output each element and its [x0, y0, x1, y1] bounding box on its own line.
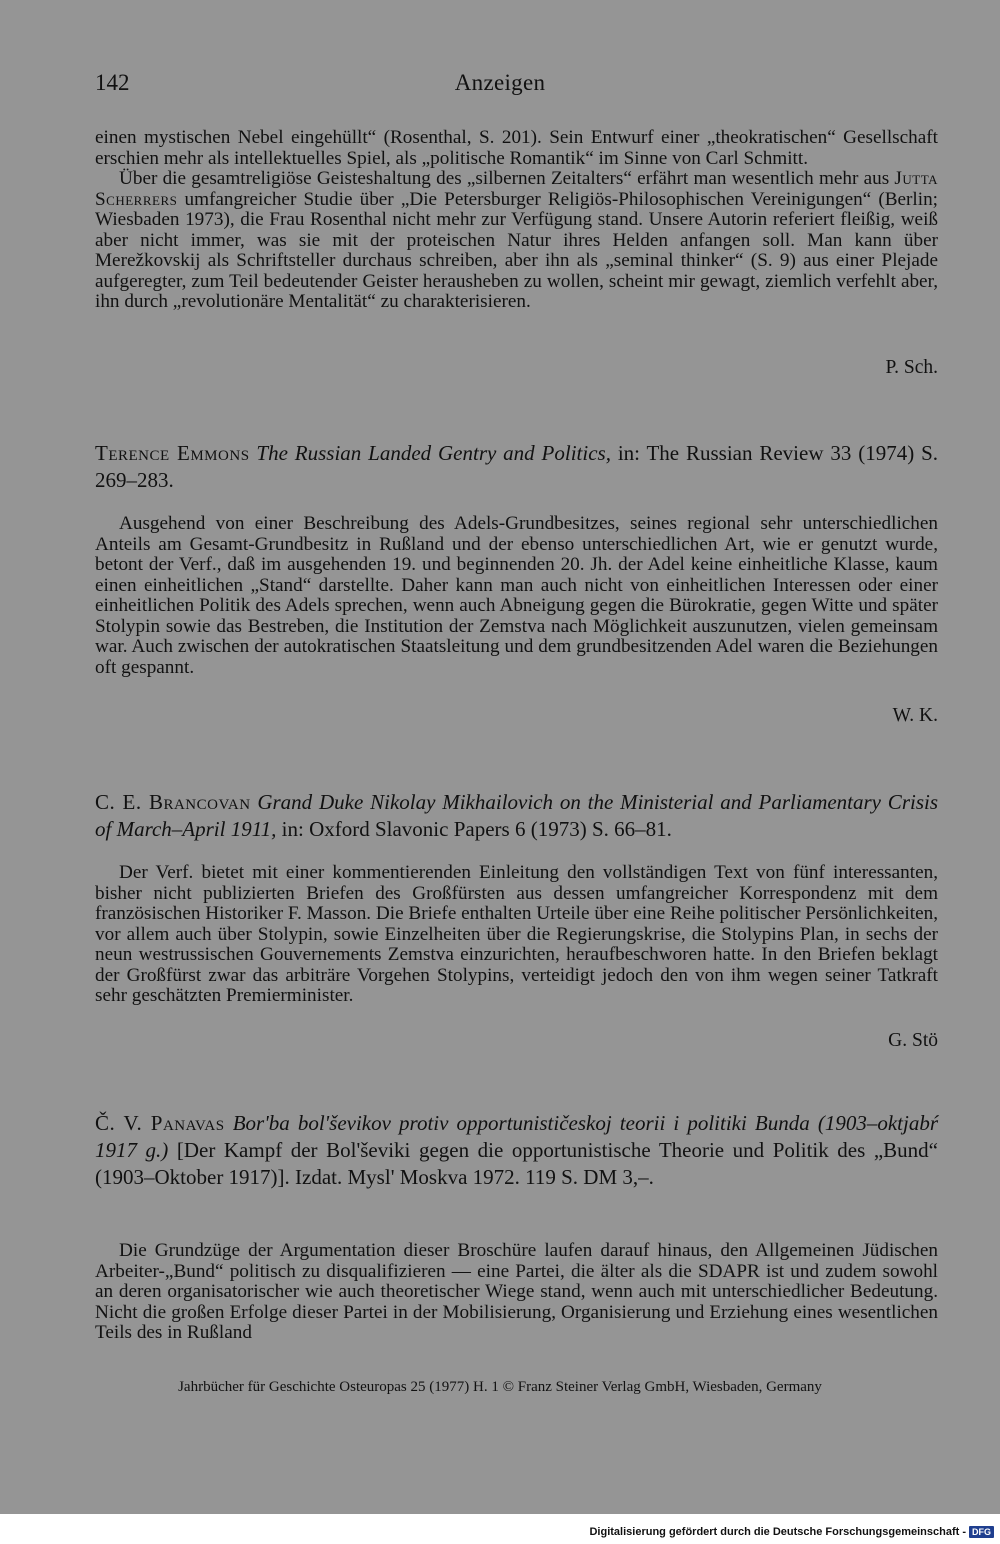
review-3-author: C. E. Brancovan	[95, 790, 251, 814]
review-3-source: in: Oxford Slavonic Papers 6 (1973) S. 66–81.	[276, 817, 672, 841]
review-3-signature: G. Stö	[888, 1030, 938, 1051]
review-4-source: [Der Kampf der Bol'ševiki gegen die opportunistische Theorie und Politik des „Bund“ (1903–Oktober 1917)]. Izdat. Mysl' Moskva 1972. 119 S. DM 3,–.	[95, 1138, 938, 1189]
digitization-credit-text: Digitalisierung gefördert durch die Deutsche Forschungsgemeinschaft -	[589, 1526, 966, 1538]
review-1-paragraph-2-rest: umfangreicher Studie über „Die Petersburger Religiös-Philosophischen Vereinigungen“ (Berlin; Wiesbaden 1973), die Frau Rosenthal nicht mehr zur Verfügung stand. Unsere Autorin referiert fleißig, weiß aber nicht immer, was sie mit der proteischen Natur ihres Helden anfangen soll. Man kann über Merežkovskij als Schriftsteller durchaus schreiben, aber ihn als „seminal thinker“ (S. 9) aus einer Plejade aufgeregter, zum Teil bedeutender Geister herausheben zu wollen, scheint mir gewagt, ziemlich verfehlt aber, ihn durch „revolutionäre Mentalität“ zu charakterisieren.	[95, 188, 938, 312]
review-2-heading	[95, 440, 938, 494]
dfg-logo: DFG	[969, 1526, 994, 1538]
review-2-title: The Russian Landed Gentry and Politics,	[256, 441, 611, 465]
review-4-heading	[95, 1110, 938, 1191]
page-number: 142	[95, 70, 130, 95]
review-2-source: in: The Russian Review 33 (1974) S. 269–283.	[95, 441, 939, 492]
review-2-author: Terence Emmons	[95, 441, 250, 465]
running-head: Anzeigen	[454, 70, 546, 95]
review-3-title: Grand Duke Nikolay Mikhailovich on the Ministerial and Parliamentary Crisis of March–April 1911,	[95, 790, 939, 841]
review-1-signature: P. Sch.	[885, 357, 938, 378]
review-2-body: Ausgehend von einer Beschreibung des Adels-Grundbesitzes, seines regional sehr unterschiedlichen Anteils am Gesamt-Grundbesitz in Rußland und der ebenso unterschiedlichen Art, wie er genutzt wurde, betont der Verf., daß im ausgehenden 19. und beginnenden 20. Jh. der Adel keine einheitliche Klasse, kaum einen einheitlichen „Stand“ darstellte. Daher kann man auch nicht von einheitlichen Interessen oder einer einheitlichen Politik des Adels sprechen, wenn auch Abneigung gegen die Bürokratie, gegen Witte und später Stolypin sowie das Bestreben, die Institution der Zemstva nach Möglichkeit auszunutzen, vielen gemeinsam war. Auch zwischen der autokratischen Staatsleitung und dem grundbesitzenden Adel waren die Beziehungen oft gespannt.	[95, 513, 938, 678]
journal-footer: Jahrbücher für Geschichte Osteuropas 25 (1977) H. 1 © Franz Steiner Verlag GmbH, Wiesbaden, Germany	[178, 1379, 822, 1395]
review-1-paragraph-1: einen mystischen Nebel eingehüllt“ (Rosenthal, S. 201). Sein Entwurf einer „theokratischen“ Gesellschaft erschien mehr als intellektuelles Spiel, als „politische Romantik“ im Sinne von Carl Schmitt.	[95, 127, 938, 169]
cited-author: Jutta Scherrers	[95, 168, 938, 210]
review-1-paragraph-2	[95, 169, 938, 313]
review-4-title: Bor'ba bol'ševikov protiv opportunističeskoj teorii i politiki Bunda (1903–oktjabŕ 1917 g.)	[95, 1111, 939, 1162]
review-1-paragraph-2-start: Über die gesamtreligiöse Geisteshaltung des „silbernen Zeitalters“ erfährt man wesentlich mehr aus	[119, 168, 895, 189]
review-4-body: Die Grundzüge der Argumentation dieser Broschüre laufen darauf hinaus, den Allgemeinen Jüdischen Arbeiter-„Bund“ politisch zu disqualifizieren — eine Partei, die älter als die SDAPR ist und zudem sowohl an deren organisatorischer wie auch theoretischer Wiege stand, wenn auch mit unterschiedlicher Bedeutung. Nicht die großen Erfolge dieser Partei in der Mobilisierung, Organisierung und Erziehung eines wesentlichen Teils des in Rußland	[95, 1240, 938, 1343]
review-4-author: Č. V. Panavas	[95, 1111, 225, 1135]
review-3-heading	[95, 789, 938, 843]
review-1-text	[95, 128, 938, 313]
digitization-credit	[589, 1526, 994, 1538]
review-2-signature: W. K.	[892, 705, 938, 726]
review-3-body: Der Verf. bietet mit einer kommentierenden Einleitung den vollständigen Text von fünf interessanten, bisher nicht publizierten Briefen des Großfürsten aus dessen umfangreicher Korrespondenz mit dem französischen Historiker F. Masson. Die Briefe enthalten Urteile über eine Reihe politischer Persönlichkeiten, vor allem auch über Stolypin, sowie Einzelheiten über die Regierungskrise, die Stolypins Plan, in sechs der neun westrussischen Gouvernements Zemstva einzurichten, heraufbeschworen hatte. In den Briefen beklagt der Großfürst zwar das arbiträre Vorgehen Stolypins, verteidigt jedoch den von ihm wegen seiner Tatkraft sehr geschätzten Premierminister.	[95, 862, 938, 1006]
